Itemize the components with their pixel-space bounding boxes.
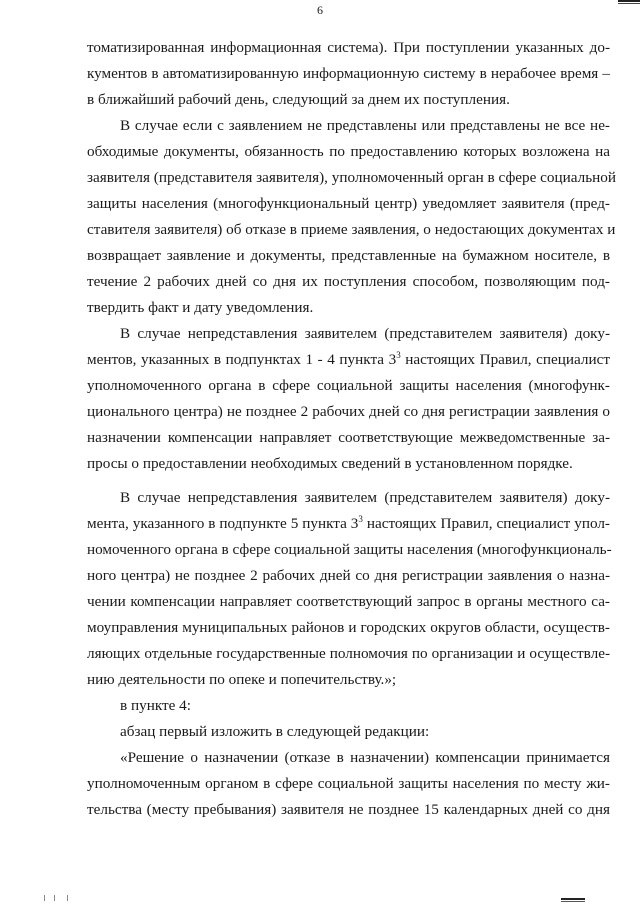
text-line: ционального центра) не позднее 2 рабочих дней со дня регистрации заявления о [87,403,610,420]
paragraph-first-line: «Решение о назначении (отказе в назначении) компенсации принимается [120,749,610,766]
text-line: обходимые документы, обязанность по предоставлению которых возложена на [87,143,610,160]
text-line: твердить факт и дату уведомления. [87,299,314,316]
text-line: ного центра) не позднее 2 рабочих дней со дня регистрации заявления о назна- [87,567,610,584]
text-line: моуправления муниципальных районов и городских округов области, осуществ- [87,619,610,636]
scan-edge-mark [561,898,585,902]
page-number: 6 [317,3,323,17]
text-line: защиты населения (многофункциональный центр) уведомляет заявителя (пред- [87,195,610,212]
text-line: чении компенсации направляет соответствующий запрос в органы местного са- [87,593,610,610]
paragraph-first-line: В случае непредставления заявителем (представителем заявителя) доку- [120,325,610,342]
text-line: ляющих отдельные государственные полномочия по организации и осуществле- [87,645,610,662]
text-line: уполномоченного органа в сфере социальной защиты населения (многофунк- [87,377,610,394]
text-line: томатизированная информационная система). При поступлении указанных до- [87,39,610,56]
text-line: заявителя (представителя заявителя), уполномоченный орган в сфере социальной [87,169,616,186]
text-line: в ближайший рабочий день, следующий за днем их поступления. [87,91,510,108]
text-line: тельства (месту пребывания) заявителя не позднее 15 календарных дней со дня [87,801,610,818]
text-line: течение 2 рабочих дней со дня их поступления способом, позволяющим под- [87,273,610,290]
superscript: 3 [396,350,401,360]
superscript: 3 [358,514,363,524]
text-line: ставителя заявителя) об отказе в приеме заявления, о недостающих документах и [87,221,616,238]
text-line: номоченного органа в сфере социальной защиты населения (многофункциональ- [87,541,612,558]
scan-edge-mark [44,895,68,901]
text-line: нию деятельности по опеке и попечительству.»; [87,671,397,688]
text-line: назначении компенсации направляет соответствующие межведомственные за- [87,429,610,446]
text-line: кументов в автоматизированную информационную систему в нерабочее время – [87,65,610,82]
text-line: ментов, указанных в подпунктах 1 - 4 пункта $3^3$ настоящих Правил, специалист [87,350,610,368]
text-line: мента, указанного в подпункте 5 пункта $3^3$ настоящих Правил, специалист упол- [87,514,610,532]
paragraph-first-line: В случае если с заявлением не представлены или представлены не все не- [120,117,610,134]
text-line: просы о предоставлении необходимых сведений в установленном порядке. [87,455,573,472]
paragraph-first-line: абзац первый изложить в следующей редакции: [120,723,430,740]
text-line: уполномоченным органом в сфере социальной защиты населения по месту жи- [87,775,610,792]
paragraph-first-line: В случае непредставления заявителем (представителем заявителя) доку- [120,489,610,506]
paragraph-first-line: в пункте 4: [120,697,191,714]
text-line: возвращает заявление и документы, представленные на бумажном носителе, в [87,247,610,264]
